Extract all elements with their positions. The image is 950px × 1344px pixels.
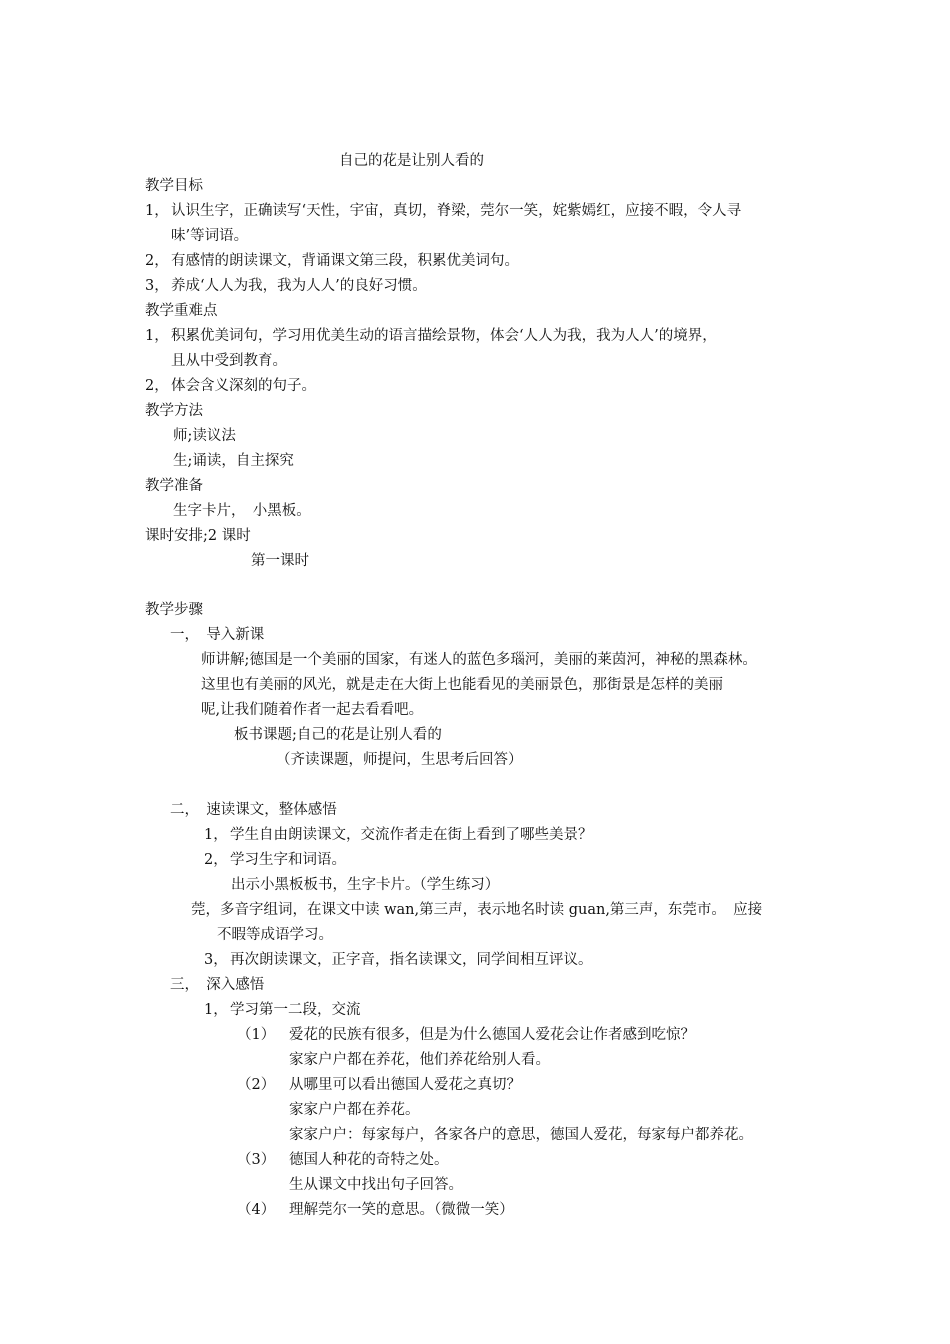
item-number: 1， — [145, 328, 169, 344]
methods-heading: 教学方法 — [145, 403, 203, 419]
item-text: 积累优美词句，学习用优美生动的语言描绘景物，体会‘人人为我，我为人人’的境界， — [171, 328, 717, 344]
method-student: 生;诵读，自主探究 — [173, 453, 294, 469]
item-number: 3， — [204, 952, 228, 968]
sub-question: 德国人种花的奇特之处。 — [289, 1152, 449, 1168]
item-text: 再次朗读课文，正字音，指名读课文，同学间相互评议。 — [230, 952, 593, 968]
step2-pronunciation-continuation: 不暇等成语学习。 — [217, 927, 333, 943]
step2-heading: 二， 速读课文，整体感悟 — [170, 802, 337, 818]
difficulties-heading: 教学重难点 — [145, 303, 218, 319]
step2-item — [204, 825, 593, 845]
sub-number: （4） — [237, 1202, 276, 1218]
sub-question: 爱花的民族有很多，但是为什么德国人爱花会让作者感到吃惊？ — [289, 1027, 695, 1043]
step2-show: 出示小黑板板书，生字卡片。（学生练习） — [231, 877, 500, 893]
prep-heading: 教学准备 — [145, 478, 203, 494]
item-number: 1， — [204, 1002, 228, 1018]
item-number: 3， — [145, 278, 169, 294]
steps-heading: 教学步骤 — [145, 602, 203, 618]
step1-note: （齐读课题，师提问，生思考后回答） — [276, 752, 523, 768]
sub-question: 理解莞尔一笑的意思。（微微一笑） — [289, 1202, 514, 1218]
objective-item — [145, 201, 741, 221]
item-number: 2， — [145, 378, 169, 394]
step1-line: 师讲解;德国是一个美丽的国家，有迷人的蓝色多瑙河，美丽的莱茵河，神秘的黑森林。 — [201, 652, 757, 668]
sub-answer: 家家户户都在养花。 — [289, 1102, 420, 1118]
sub-question: 从哪里可以看出德国人爱花之真切？ — [289, 1077, 521, 1093]
difficulty-item-continuation: 且从中受到教育。 — [171, 353, 287, 369]
item-text: 体会含义深刻的句子。 — [171, 378, 316, 394]
sub-answer: 家家户户：每家每户，各家各户的意思，德国人爱花，每家每户都养花。 — [289, 1127, 753, 1143]
step1-board: 板书课题;自己的花是让别人看的 — [234, 727, 442, 743]
step3-heading: 三， 深入感悟 — [170, 977, 265, 993]
objective-item-continuation: 味’等词语。 — [171, 228, 249, 244]
item-text: 认识生字，正确读写‘天性，宇宙，真切，脊梁，莞尔一笑，姹紫嫣红，应接不暇，令人寻 — [171, 203, 742, 219]
prep-text: 生字卡片， 小黑板。 — [173, 503, 311, 519]
step2-item — [204, 950, 593, 970]
schedule-text: 课时安排;2 课时 — [145, 528, 251, 544]
step1-heading: 一， 导入新课 — [170, 627, 265, 643]
item-number: 2， — [204, 852, 228, 868]
step3-item — [204, 1000, 361, 1020]
objective-item — [145, 276, 427, 296]
sub-answer: 家家户户都在养花，他们养花给别人看。 — [289, 1052, 550, 1068]
sub-number: （3） — [237, 1152, 276, 1168]
page-title: 自己的花是让别人看的 — [339, 153, 484, 169]
item-text: 有感情的朗读课文，背诵课文第三段，积累优美词句。 — [171, 253, 519, 269]
item-number: 1， — [145, 203, 169, 219]
sub-number: （2） — [237, 1077, 276, 1093]
step2-item — [204, 850, 346, 870]
lesson-title: 第一课时 — [251, 553, 309, 569]
step1-line: 呢,让我们随着作者一起去看看吧。 — [201, 702, 424, 718]
step2-pronunciation: 莞，多音字组词，在课文中读 wan,第三声，表示地名时读 guan,第三声，东莞市。 应接 — [191, 902, 763, 918]
item-text: 学习第一二段，交流 — [230, 1002, 361, 1018]
item-text: 学生自由朗读课文，交流作者走在街上看到了哪些美景？ — [230, 827, 593, 843]
method-teacher: 师;读议法 — [173, 428, 236, 444]
item-number: 2， — [145, 253, 169, 269]
item-text: 养成‘人人为我，我为人人’的良好习惯。 — [171, 278, 427, 294]
sub-number: （1） — [237, 1027, 276, 1043]
objectives-heading: 教学目标 — [145, 178, 203, 194]
difficulty-item — [145, 376, 316, 396]
item-number: 1， — [204, 827, 228, 843]
item-text: 学习生字和词语。 — [230, 852, 346, 868]
difficulty-item — [145, 326, 717, 346]
sub-answer: 生从课文中找出句子回答。 — [289, 1177, 463, 1193]
objective-item — [145, 251, 519, 271]
step1-line: 这里也有美丽的风光，就是走在大街上也能看见的美丽景色，那街景是怎样的美丽 — [201, 677, 723, 693]
